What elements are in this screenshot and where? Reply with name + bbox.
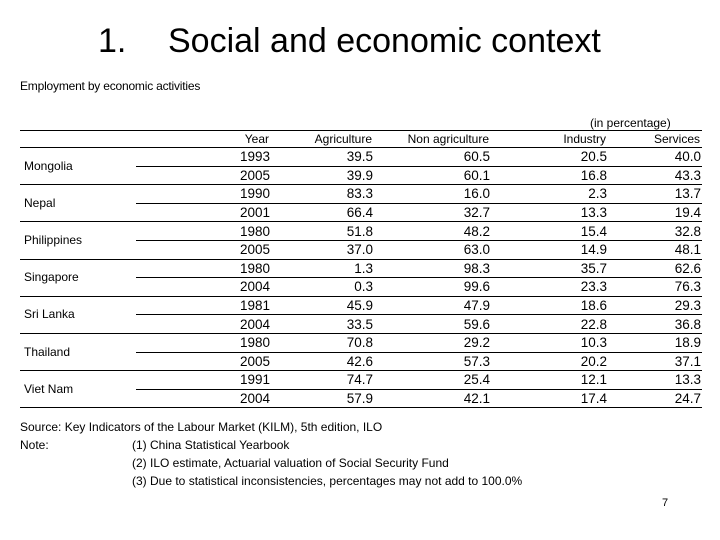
- header-year: Year: [136, 131, 271, 148]
- agriculture-cell: 42.6: [271, 352, 374, 371]
- industry-cell: 18.6: [491, 296, 608, 315]
- country-cell: Philippines: [20, 222, 136, 259]
- non-agriculture-cell: 47.9: [374, 296, 491, 315]
- table-row: [20, 148, 702, 167]
- year-cell: 2005: [136, 166, 271, 185]
- services-cell: 48.1: [608, 240, 702, 259]
- services-cell: 19.4: [608, 203, 702, 222]
- year-cell: 2005: [136, 240, 271, 259]
- industry-cell: 35.7: [491, 259, 608, 278]
- table-body: [20, 148, 702, 408]
- non-agriculture-cell: 99.6: [374, 278, 491, 297]
- non-agriculture-cell: 25.4: [374, 371, 491, 390]
- year-cell: 2005: [136, 352, 271, 371]
- year-cell: 1981: [136, 296, 271, 315]
- page-number: 7: [662, 497, 669, 509]
- note-item: (1) China Statistical Yearbook: [132, 438, 290, 452]
- unit-note: (in percentage): [590, 116, 671, 130]
- year-cell: 2004: [136, 315, 271, 334]
- industry-cell: 23.3: [491, 278, 608, 297]
- header-industry: Industry: [491, 131, 608, 148]
- source-text: Source: Key Indicators of the Labour Market (KILM), 5th edition, ILO: [20, 420, 383, 434]
- table-row: [20, 333, 702, 352]
- year-cell: 1980: [136, 259, 271, 278]
- table-header-row: [20, 131, 702, 148]
- non-agriculture-cell: 57.3: [374, 352, 491, 371]
- employment-table: [20, 130, 702, 408]
- industry-cell: 20.2: [491, 352, 608, 371]
- industry-cell: 10.3: [491, 333, 608, 352]
- services-cell: 29.3: [608, 296, 702, 315]
- services-cell: 32.8: [608, 222, 702, 241]
- table-row: [20, 296, 702, 315]
- year-cell: 1991: [136, 371, 271, 390]
- agriculture-cell: 45.9: [271, 296, 374, 315]
- country-cell: Viet Nam: [20, 371, 136, 408]
- industry-cell: 16.8: [491, 166, 608, 185]
- header-services: Services: [608, 131, 702, 148]
- non-agriculture-cell: 59.6: [374, 315, 491, 334]
- table-row: [20, 185, 702, 204]
- non-agriculture-cell: 16.0: [374, 185, 491, 204]
- header-country: [20, 131, 136, 148]
- services-cell: 40.0: [608, 148, 702, 167]
- non-agriculture-cell: 98.3: [374, 259, 491, 278]
- industry-cell: 17.4: [491, 389, 608, 408]
- header-non-agriculture: Non agriculture: [374, 131, 491, 148]
- note-label: Note:: [20, 438, 49, 452]
- industry-cell: 14.9: [491, 240, 608, 259]
- title-number: 1.: [98, 22, 127, 60]
- year-cell: 2004: [136, 278, 271, 297]
- year-cell: 1980: [136, 333, 271, 352]
- services-cell: 18.9: [608, 333, 702, 352]
- agriculture-cell: 70.8: [271, 333, 374, 352]
- non-agriculture-cell: 48.2: [374, 222, 491, 241]
- agriculture-cell: 0.3: [271, 278, 374, 297]
- year-cell: 2004: [136, 389, 271, 408]
- table-subtitle: Employment by economic activities: [20, 79, 201, 93]
- agriculture-cell: 1.3: [271, 259, 374, 278]
- country-cell: Sri Lanka: [20, 296, 136, 333]
- non-agriculture-cell: 32.7: [374, 203, 491, 222]
- table-row: [20, 371, 702, 390]
- non-agriculture-cell: 29.2: [374, 333, 491, 352]
- services-cell: 13.3: [608, 371, 702, 390]
- industry-cell: 12.1: [491, 371, 608, 390]
- industry-cell: 22.8: [491, 315, 608, 334]
- table-row: [20, 222, 702, 241]
- note-item: (2) ILO estimate, Actuarial valuation of Social Security Fund: [132, 456, 449, 470]
- services-cell: 43.3: [608, 166, 702, 185]
- non-agriculture-cell: 60.5: [374, 148, 491, 167]
- note-item: (3) Due to statistical inconsistencies, percentages may not add to 100.0%: [132, 474, 523, 488]
- country-cell: Nepal: [20, 185, 136, 222]
- header-agriculture: Agriculture: [271, 131, 374, 148]
- services-cell: 24.7: [608, 389, 702, 408]
- industry-cell: 2.3: [491, 185, 608, 204]
- non-agriculture-cell: 60.1: [374, 166, 491, 185]
- services-cell: 36.8: [608, 315, 702, 334]
- services-cell: 76.3: [608, 278, 702, 297]
- industry-cell: 15.4: [491, 222, 608, 241]
- country-cell: Mongolia: [20, 148, 136, 185]
- year-cell: 2001: [136, 203, 271, 222]
- agriculture-cell: 74.7: [271, 371, 374, 390]
- agriculture-cell: 51.8: [271, 222, 374, 241]
- non-agriculture-cell: 42.1: [374, 389, 491, 408]
- title-text: Social and economic context: [168, 22, 601, 60]
- agriculture-cell: 37.0: [271, 240, 374, 259]
- agriculture-cell: 66.4: [271, 203, 374, 222]
- agriculture-cell: 57.9: [271, 389, 374, 408]
- agriculture-cell: 39.9: [271, 166, 374, 185]
- year-cell: 1990: [136, 185, 271, 204]
- services-cell: 62.6: [608, 259, 702, 278]
- slide-title: [0, 22, 720, 66]
- services-cell: 13.7: [608, 185, 702, 204]
- country-cell: Singapore: [20, 259, 136, 296]
- industry-cell: 20.5: [491, 148, 608, 167]
- agriculture-cell: 83.3: [271, 185, 374, 204]
- country-cell: Thailand: [20, 333, 136, 370]
- year-cell: 1993: [136, 148, 271, 167]
- table-row: [20, 259, 702, 278]
- agriculture-cell: 33.5: [271, 315, 374, 334]
- industry-cell: 13.3: [491, 203, 608, 222]
- services-cell: 37.1: [608, 352, 702, 371]
- non-agriculture-cell: 63.0: [374, 240, 491, 259]
- year-cell: 1980: [136, 222, 271, 241]
- agriculture-cell: 39.5: [271, 148, 374, 167]
